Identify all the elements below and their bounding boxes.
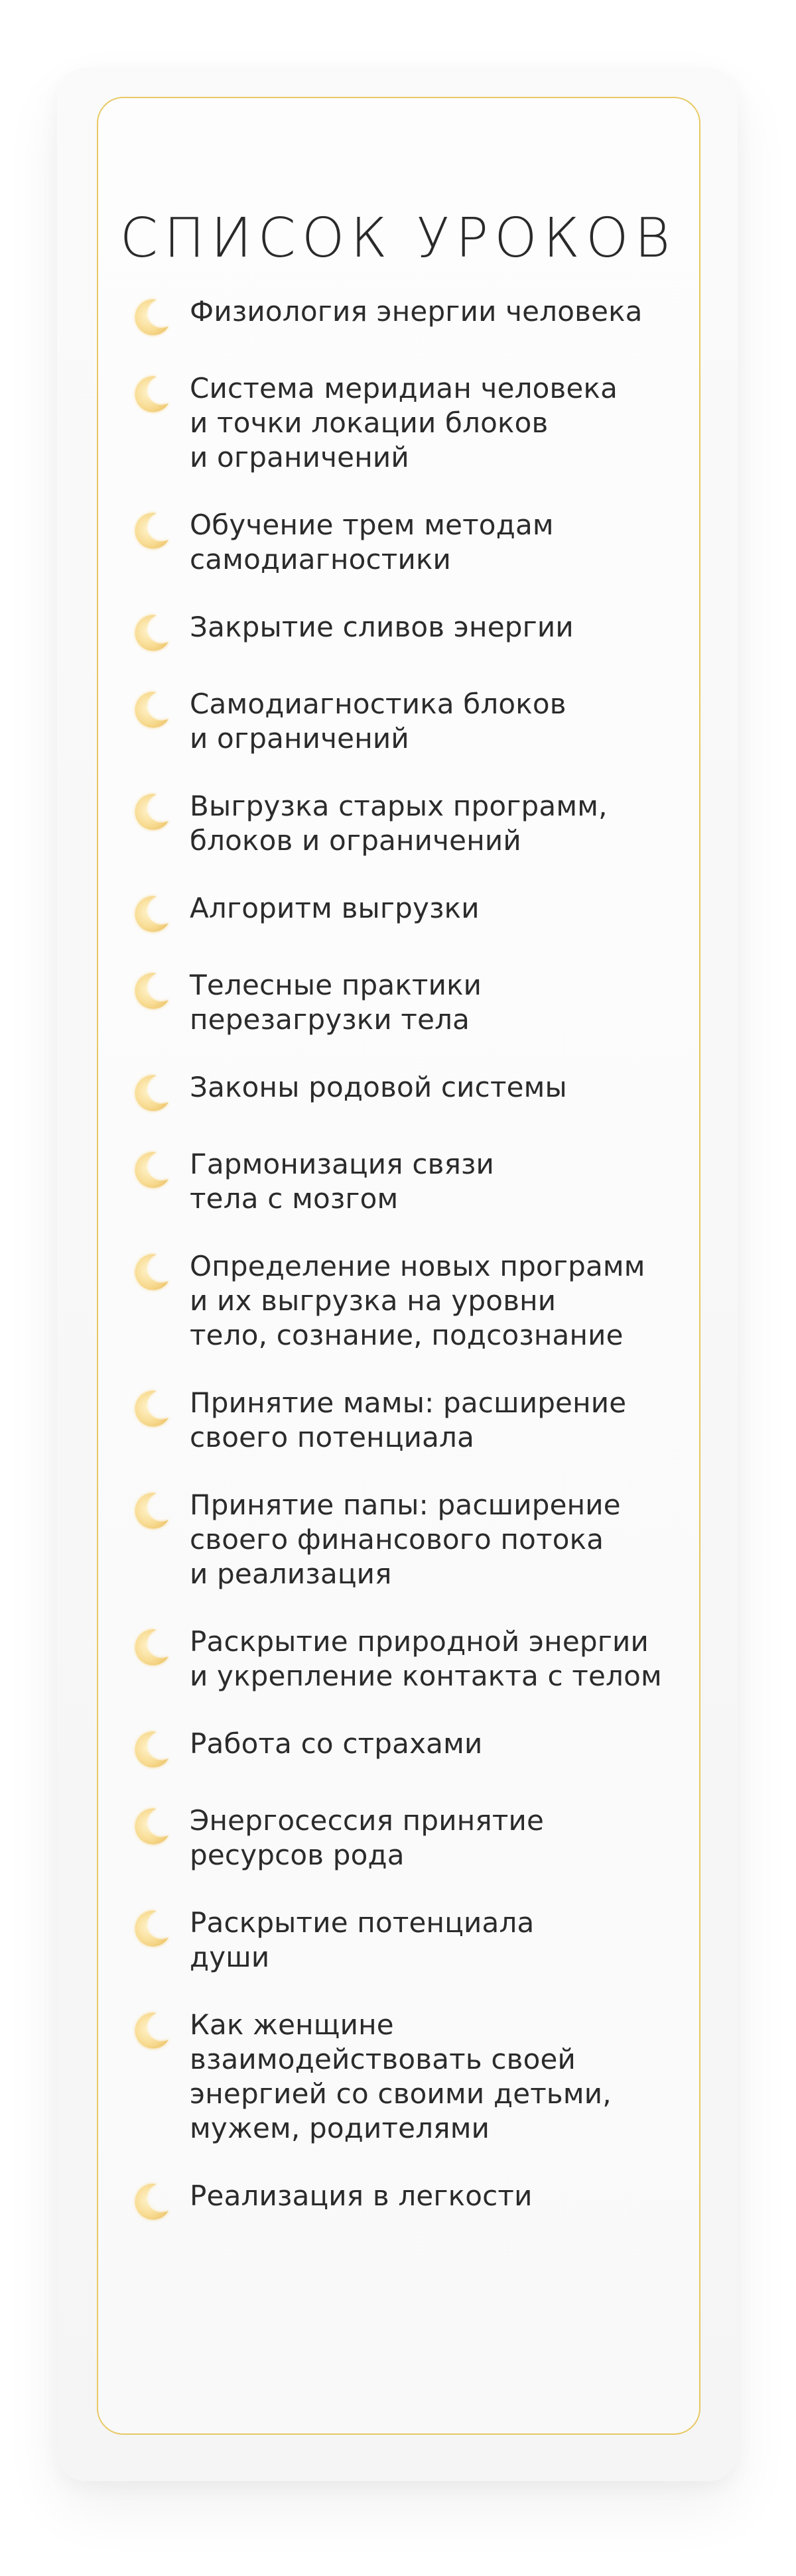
crescent-moon-icon <box>130 969 172 1012</box>
crescent-moon-icon <box>130 790 172 833</box>
crescent-moon-icon <box>130 1148 172 1191</box>
lesson-item-18 <box>130 2008 674 2146</box>
lesson-item-13 <box>130 1488 674 1591</box>
lesson-item-14 <box>130 1625 674 1693</box>
lesson-title: Раскрытие природной энергии и укрепление контакта с телом <box>190 1625 662 1692</box>
lesson-title: Принятие папы: расширение своего финансового потока и реализация <box>190 1489 621 1590</box>
lesson-item-15 <box>130 1727 674 1770</box>
lesson-list <box>130 294 674 2256</box>
lesson-item-8 <box>130 968 674 1037</box>
lesson-item-17 <box>130 1906 674 1975</box>
crescent-moon-icon <box>130 1072 172 1114</box>
lesson-title: Выгрузка старых программ, блоков и ограничений <box>190 790 608 857</box>
lesson-item-19 <box>130 2179 674 2223</box>
lesson-title: Реализация в легкости <box>190 2179 533 2212</box>
page-title: СПИСОК УРОКОВ <box>119 206 677 270</box>
lesson-item-10 <box>130 1147 674 1216</box>
lesson-item-9 <box>130 1070 674 1114</box>
lesson-item-16 <box>130 1804 674 1872</box>
lesson-item-2 <box>130 371 674 475</box>
lesson-title: Физиология энергии человека <box>190 295 643 328</box>
lesson-item-11 <box>130 1249 674 1353</box>
lesson-item-1 <box>130 294 674 338</box>
lesson-title: Работа со страхами <box>190 1727 483 1760</box>
lesson-item-4 <box>130 610 674 654</box>
crescent-moon-icon <box>130 1805 172 1847</box>
lesson-title: Как женщине взаимодействовать своей энергией со своими детьми, мужем, родителями <box>190 2008 612 2144</box>
lesson-title: Определение новых программ и их выгрузка на уровни тело, сознание, подсознание <box>190 1250 645 1351</box>
crescent-moon-icon <box>130 296 172 338</box>
lesson-item-3 <box>130 508 674 577</box>
crescent-moon-icon <box>130 373 172 415</box>
lesson-title: Энергосессия принятие ресурсов рода <box>190 1804 545 1871</box>
lesson-item-7 <box>130 891 674 935</box>
lesson-title: Закрытие сливов энергии <box>190 611 574 643</box>
crescent-moon-icon <box>130 1728 172 1770</box>
lesson-title: Раскрытие потенциала души <box>190 1906 535 1973</box>
lesson-title: Алгоритм выгрузки <box>190 892 480 924</box>
crescent-moon-icon <box>130 2009 172 2052</box>
crescent-moon-icon <box>130 1387 172 1430</box>
lesson-title: Гармонизация связи тела с мозгом <box>190 1148 495 1215</box>
lesson-item-6 <box>130 789 674 858</box>
crescent-moon-icon <box>130 1907 172 1949</box>
lesson-title: Законы родовой системы <box>190 1071 567 1103</box>
lesson-item-5 <box>130 687 674 756</box>
crescent-moon-icon <box>130 688 172 731</box>
lesson-title: Самодиагностика блоков и ограничений <box>190 688 566 755</box>
crescent-moon-icon <box>130 2180 172 2223</box>
crescent-moon-icon <box>130 1251 172 1293</box>
lesson-item-12 <box>130 1386 674 1455</box>
crescent-moon-icon <box>130 509 172 552</box>
crescent-moon-icon <box>130 1489 172 1532</box>
lesson-title: Система меридиан человека и точки локации блоков и ограничений <box>190 372 618 473</box>
lesson-title: Обучение трем методам самодиагностики <box>190 509 554 576</box>
crescent-moon-icon <box>130 892 172 935</box>
lesson-title: Принятие мамы: расширение своего потенциала <box>190 1386 627 1453</box>
crescent-moon-icon <box>130 1626 172 1668</box>
lesson-title: Телесные практики перезагрузки тела <box>190 969 482 1036</box>
crescent-moon-icon <box>130 611 172 654</box>
